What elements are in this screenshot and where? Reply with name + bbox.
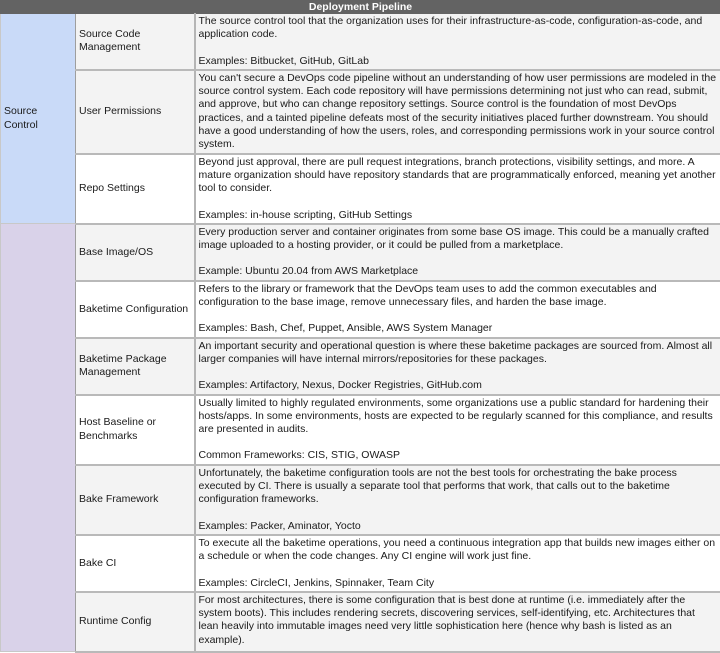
example-text: Examples: Artifactory, Nexus, Docker Registries, GitHub.com [199,379,718,392]
row-description [195,154,720,224]
table-row [1,154,720,224]
table-row [1,338,720,395]
table-row [1,14,720,70]
row-name: Source Code Management [76,14,195,70]
table-title: Deployment Pipeline [1,1,720,14]
row-description [195,70,720,154]
example-text: Examples: Bash, Chef, Puppet, Ansible, AWS System Manager [199,322,718,335]
table-row [1,70,720,154]
example-text: Examples: in-house scripting, GitHub Settings [199,209,718,222]
row-name: Runtime Config [76,592,195,652]
description-text: For most architectures, there is some configuration that is best done at runtime (i.e. immediately after the system boots). This includes rendering secrets, discovering services, self-identifying, etc. Architectures that lean heavily into immutable images need very little sophistication here (hence why bash is listed as an example). [199,594,718,647]
row-name: Base Image/OS [76,224,195,281]
category-source-control: Source Control [1,14,76,224]
row-description [195,338,720,395]
example-text: Examples: CircleCI, Jenkins, Spinnaker, Team City [199,577,718,590]
row-description [195,535,720,592]
row-name: Host Baseline or Benchmarks [76,395,195,465]
table-row [1,592,720,652]
description-text: An important security and operational question is where these baketime packages are sourced from. Almost all larger companies will have internal mirrors/repositories for these packages. [199,340,718,367]
row-name: Baketime Package Management [76,338,195,395]
row-name: Bake Framework [76,465,195,535]
example-text: Examples: Packer, Aminator, Yocto [199,520,718,533]
table-row [1,465,720,535]
description-text: Refers to the library or framework that the DevOps team uses to add the common executables and configuration to the base image, remove unnecessary files, and harden the base image. [199,283,718,310]
table-row [1,224,720,281]
row-description [195,224,720,281]
row-name: Baketime Configuration [76,281,195,338]
description-text: To execute all the baketime operations, you need a continuous integration app that builds new images either on a schedule or when the code changes. Any CI engine will work just fine. [199,537,718,564]
category-build [1,224,76,652]
table-row [1,395,720,465]
row-name: Bake CI [76,535,195,592]
example-text: Examples: Bitbucket, GitHub, GitLab [199,55,718,68]
table-row [1,535,720,592]
row-name: User Permissions [76,70,195,154]
description-text: Beyond just approval, there are pull request integrations, branch protections, visibility settings, and more. A mature organization should have repository standards that are programmatically enforced, meaning yet another tool to consider. [199,156,718,196]
description-text: Usually limited to highly regulated environments, some organizations use a public standard for hardening their hosts/apps. In some environments, hosts are expected to be regularly scanned for this compliance, and results are presented in audits. [199,397,718,437]
row-description [195,281,720,338]
table-row [1,281,720,338]
description-text: Every production server and container originates from some base OS image. This could be a manually crafted image uploaded to a hosting provider, or it could be pulled from a marketplace. [199,226,718,253]
row-description [195,465,720,535]
row-description [195,14,720,70]
description-text: The source control tool that the organization uses for their infrastructure-as-code, configuration-as-code, and application code. [199,15,718,42]
description-text: Unfortunately, the baketime configuration tools are not the best tools for orchestrating the bake process executed by CI. There is usually a separate tool that performs that work, that calls out to the baketime configuration frameworks. [199,467,718,507]
row-description [195,395,720,465]
row-name: Repo Settings [76,154,195,224]
description-text: You can't secure a DevOps code pipeline without an understanding of how user permissions are modeled in the source control system. Each code repository will have permissions determining not just who can read, submit, and approve, but who can change repository settings. Source control is the foundation of most DevOps practices, and a tainted pipeline defeats most of the security initiatives placed further downstream. You should have a good understanding of how the users, roles, and corresponding permissions work in your source control system. [199,72,718,152]
example-text: Example: Ubuntu 20.04 from AWS Marketplace [199,265,718,278]
row-description [195,592,720,652]
example-text: Common Frameworks: CIS, STIG, OWASP [199,449,718,462]
